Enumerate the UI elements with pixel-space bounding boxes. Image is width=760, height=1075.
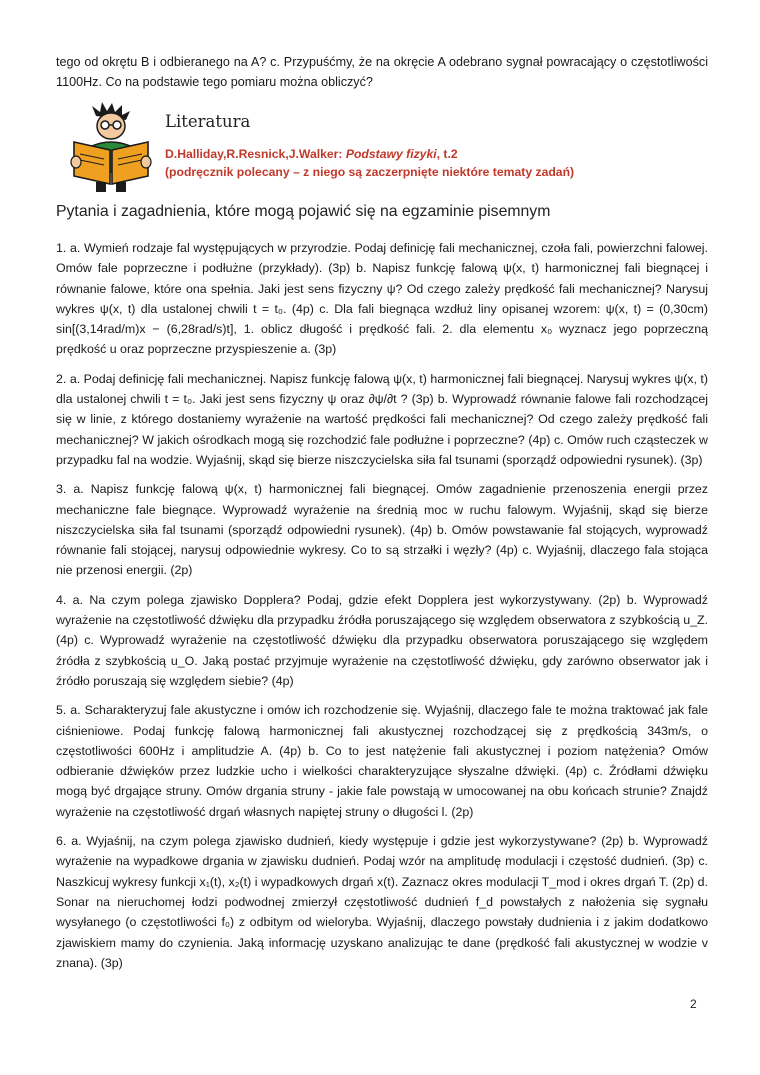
question-item: 4. a. Na czym polega zjawisko Dopplera? Podaj, gdzie efekt Dopplera jest wykorzystywany. (2p) b. Wyprowadź wyrażenie na częstotliwość dźwięku dla przypadku źródła poruszającego się względem obserwatora z szybkością u_Z. (4p) c. Wyprowadź wyrażenie na częstotliwość dźwięku dla przypadku obserwatora poruszającego się względem źródła z szybkością u_O. Jaką postać przyjmuje wyrażenie na częstotliwość dźwięku, gdy zarówno obserwator jak i źródło poruszają się względem siebie? (4p): [56, 592, 708, 688]
section-title: Pytania i zagadnienia, które mogą pojawić się na egzaminie pisemnym: [56, 203, 551, 220]
literature-book-title: Podstawy fizyki: [345, 147, 437, 161]
literature-note: (podręcznik polecany – z niego są zaczerpnięte niektóre tematy zadań): [165, 165, 575, 179]
reading-person-icon: [66, 102, 156, 196]
continued-paragraph: tego od okrętu B i odbieranego na A? c. Przypuśćmy, że na okręcie A odebrano sygnał powracający o częstotliwości 1100Hz. Co na podstawie tego pomiaru można obliczyć?: [56, 55, 708, 89]
literature-volume: , t.2: [436, 147, 458, 161]
question-item: 6. a. Wyjaśnij, na czym polega zjawisko dudnień, kiedy występuje i gdzie jest wykorzystywane? (2p) b. Wyprowadź wyrażenie na wypadkowe drgania w zjawisku dudnień. Podaj wzór na amplitudę modulacji i częstość dudnień. (3p) c. Naszkicuj wykresy funkcji x₁(t), x₂(t) i wypadkowych drgań x(t). Zaznacz okres modulacji T_mod i okres drgań T. (2p) d. Sonar na nieruchomej łodzi podwodnej zmierzył częstotliwość dudnień f_d powstałych z nałożenia się sygnału wysyłanego (o częstotliwości f₀) z odbitym od wieloryba. Wyjaśnij, dlaczego powstały dudnienia i z jakim dodatkowo zjawiskiem mamy do czynienia. Jaką informację uzyskano analizując te dane (prędkość fali akustycznej w wodzie v znana). (3p): [56, 834, 708, 970]
literature-citation: [165, 147, 458, 161]
page-number: 2: [690, 997, 697, 1011]
question-item: 2. a. Podaj definicję fali mechanicznej. Napisz funkcję falową ψ(x, t) harmonicznej fali biegnącej. Narysuj wykres ψ(x, t) dla ustalonej chwili t = t₀. Jaki jest sens fizyczny ψ oraz ∂ψ/∂t ? (3p) b. Wyprowadź równanie falowe fali rozchodzącej się w linie, z którego dostaniemy wyrażenie na wartość prędkości fali mechanicznej? Od czego zależy prędkość fali mechanicznej? W jakich ośrodkach mogą się rozchodzić fale podłużne i poprzeczne? (4p) c. Omów ruch cząsteczek w przypadku fal na wodzie. Wyjaśnij, skąd się bierze niszczycielska siła fal tsunami (sporządź odpowiedni rysunek). (3p): [56, 371, 708, 467]
question-item: 1. a. Wymień rodzaje fal występujących w przyrodzie. Podaj definicję fali mechanicznej, czoła fali, powierzchni falowej. Omów fale poprzeczne i podłużne (przykłady). (3p) b. Napisz funkcję falową ψ(x, t) harmonicznej fali biegnącej i równanie falowe, które ona spełnia. Jaki jest sens fizyczny ψ? Od czego zależy prędkość fali mechanicznej? Narysuj wykres ψ(x, t) dla ustalonej chwili t = t₀. (4p) c. Dla fali biegnąca wzdłuż liny opisanej wzorem: ψ(x, t) = (0,30cm) sin[(3,14rad/m)x − (6,28rad/s)t], 1. oblicz długość i prędkość fali. 2. dla elementu x₀ wyznacz jego poprzeczną prędkość u oraz poprzeczne przyspieszenie a. (3p): [56, 241, 708, 357]
literature-authors: D.Halliday,R.Resnick,J.Walker:: [165, 147, 343, 161]
question-item: 3. a. Napisz funkcję falową ψ(x, t) harmonicznej fali biegnącej. Omów zagadnienie przenoszenia energii przez mechaniczne fale biegnące. Wyprowadź wyrażenie na średnią moc w ruchu falowym. Wyjaśnij, skąd się bierze niszczycielska siła fal tsunami (sporządź odpowiedni rysunek). (4p) b. Omów powstawanie fal stojących, wyprowadź równanie fali stojącej, narysuj odpowiednie wykresy. Co to są strzałki i węzły? (4p) c. Wyjaśnij, dlaczego fala stojąca nie przenosi energii. (2p): [56, 482, 708, 578]
literature-heading: Literatura: [165, 112, 251, 131]
question-list: [56, 238, 708, 982]
literature-block: [56, 100, 708, 200]
question-item: 5. a. Scharakteryzuj fale akustyczne i omów ich rozchodzenie się. Wyjaśnij, dlaczego fale te można traktować jak fale ciśnieniowe. Podaj funkcję falową harmonicznej fali akustycznej rozchodzącej się z prędkością 343m/s, o częstotliwości 600Hz i amplitudzie A. (4p) b. Co to jest natężenie fali akustycznej i poziom natężenia? Omów odbieranie dźwięków przez ludzkie ucho i wielkości charakteryzujące słyszalne dźwięki. (4p) c. Źródłami dźwięku mogą być drgające struny. Omów drgania struny - jakie fale powstają w umocowanej na obu końcach strunie? Znajdź wyrażenie na częstotliwość drgań własnych napiętej struny o długości l. (2p): [56, 703, 708, 819]
